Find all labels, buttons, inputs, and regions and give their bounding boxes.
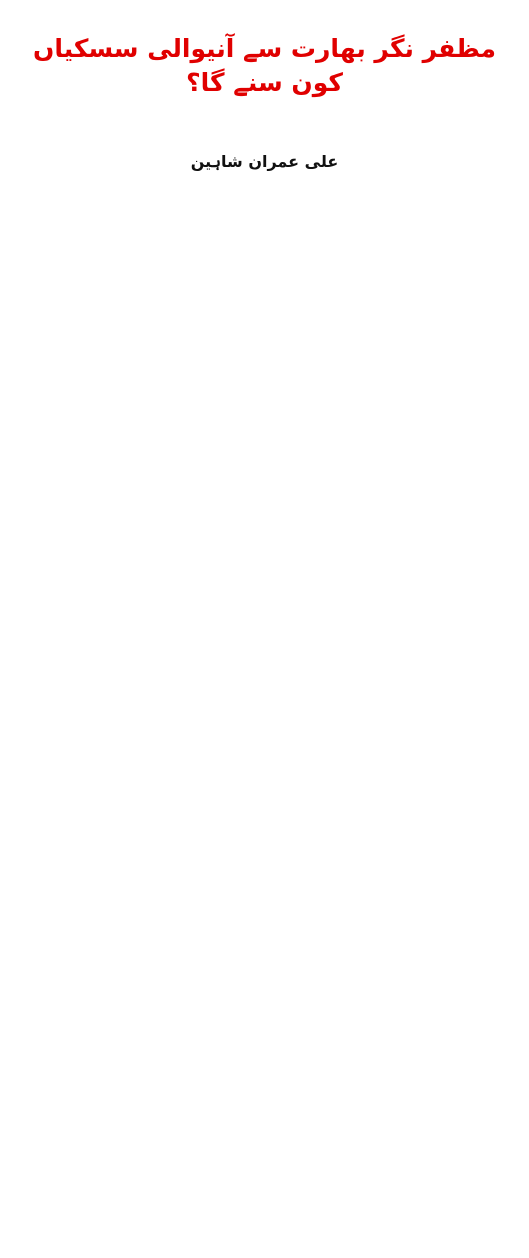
paragraph-7 xyxy=(14,291,515,301)
paragraph-5 xyxy=(14,255,515,265)
paragraph-6 xyxy=(14,273,515,283)
author-byline: علی عمران شاہین xyxy=(190,152,339,171)
paragraph-2 xyxy=(14,201,515,211)
paragraph-4 xyxy=(14,237,515,247)
paragraph-3 xyxy=(14,219,515,229)
paragraph-1 xyxy=(14,183,515,193)
article-title: مظفر نگر بھارت سے آنیوالی سسکیاں کون سنے گا؟ xyxy=(33,34,496,97)
